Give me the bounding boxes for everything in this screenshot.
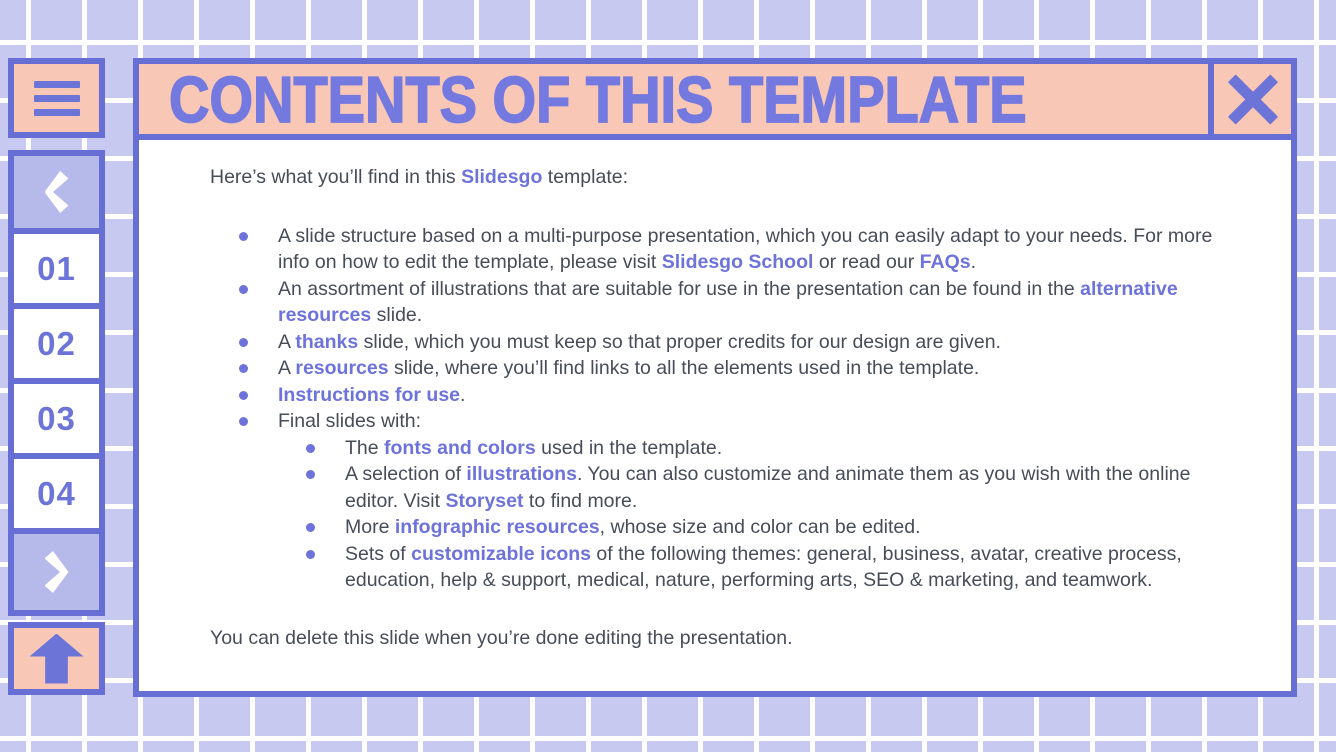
plain-text: . You can also customize and animate them as you wish with the online editor. Visit — [345, 463, 1191, 512]
list-item — [210, 435, 1213, 462]
highlighted-text: resources — [295, 357, 389, 379]
page-button-01[interactable]: 01 — [8, 228, 105, 309]
plain-text: of the following themes: general, business, avatar, creative process, education, help & support, medical, nature, performing arts, SEO & marketing, and teamwork. — [345, 542, 1182, 591]
footer-note: You can delete this slide when you’re done editing the presentation. — [210, 626, 793, 649]
window-content — [139, 140, 1291, 651]
list-item — [210, 541, 1213, 594]
plain-text: , whose size and color can be edited. — [599, 516, 921, 538]
close-button[interactable] — [1208, 64, 1291, 134]
next-page-button[interactable] — [8, 528, 105, 616]
chevron-right-icon — [45, 551, 69, 593]
window-title: CONTENTS OF THIS TEMPLATE — [169, 62, 1027, 136]
plain-text: An assortment of illustrations that are suitable for use in the presentation can be found in the — [278, 277, 1081, 300]
plain-text: . — [460, 383, 466, 406]
scroll-top-button[interactable] — [8, 622, 105, 695]
highlighted-text: illustrations — [466, 463, 577, 485]
chevron-left-icon — [45, 171, 69, 213]
plain-text: A — [278, 330, 296, 353]
prev-page-button[interactable] — [8, 150, 105, 234]
page-navigation — [8, 150, 105, 616]
plain-text: . — [970, 251, 977, 273]
list-item — [210, 382, 1213, 409]
highlighted-text: infographic resources — [394, 516, 600, 538]
highlighted-text: thanks — [295, 330, 359, 353]
highlighted-text: fonts and colors — [384, 436, 536, 459]
bullet-list — [210, 223, 1213, 594]
list-item — [210, 514, 1213, 541]
list-item — [210, 223, 1213, 276]
plain-text: The — [345, 436, 385, 459]
hamburger-icon — [34, 81, 80, 116]
list-item — [210, 329, 1213, 356]
page-button-03[interactable]: 03 — [8, 378, 105, 459]
highlighted-text: customizable icons — [411, 542, 592, 565]
plain-text: template: — [542, 166, 629, 188]
highlighted-text: Slidesgo — [461, 166, 543, 188]
highlighted-text: FAQs — [919, 251, 971, 273]
arrow-up-icon — [30, 634, 84, 684]
plain-text: slide, where you’ll find links to all the elements used in the template. — [388, 357, 980, 379]
plain-text: slide, which you must keep so that proper credits for our design are given. — [358, 330, 1001, 353]
plain-text: More — [345, 516, 395, 538]
list-item — [210, 408, 1213, 435]
close-icon — [1225, 71, 1281, 127]
plain-text: or read our — [813, 251, 920, 273]
highlighted-text: Storyset — [445, 489, 524, 512]
menu-button[interactable] — [8, 58, 105, 138]
intro-text — [210, 164, 1213, 191]
list-item — [210, 461, 1213, 514]
plain-text: Sets of — [345, 542, 412, 565]
plain-text: to find more. — [523, 489, 638, 512]
highlighted-text: Instructions for use — [278, 383, 461, 406]
list-item — [210, 355, 1213, 382]
plain-text: Here’s what you’ll find in this — [210, 166, 462, 188]
plain-text: A selection of — [345, 463, 467, 485]
plain-text: slide. — [371, 304, 423, 326]
contents-window — [133, 58, 1297, 697]
plain-text: A slide structure based on a multi-purpose presentation, which you can easily adapt to your needs. For more info on how to edit the template, please visit — [278, 224, 1213, 273]
highlighted-text: Slidesgo School — [661, 251, 814, 273]
plain-text: A — [278, 357, 296, 379]
plain-text: Final slides with: — [278, 410, 422, 432]
highlighted-text: alternative resources — [278, 277, 1178, 326]
window-titlebar — [139, 64, 1291, 140]
page-button-02[interactable]: 02 — [8, 303, 105, 384]
list-item — [210, 276, 1213, 329]
page-button-04[interactable]: 04 — [8, 453, 105, 534]
sidebar — [8, 58, 105, 695]
plain-text: used in the template. — [535, 436, 723, 459]
